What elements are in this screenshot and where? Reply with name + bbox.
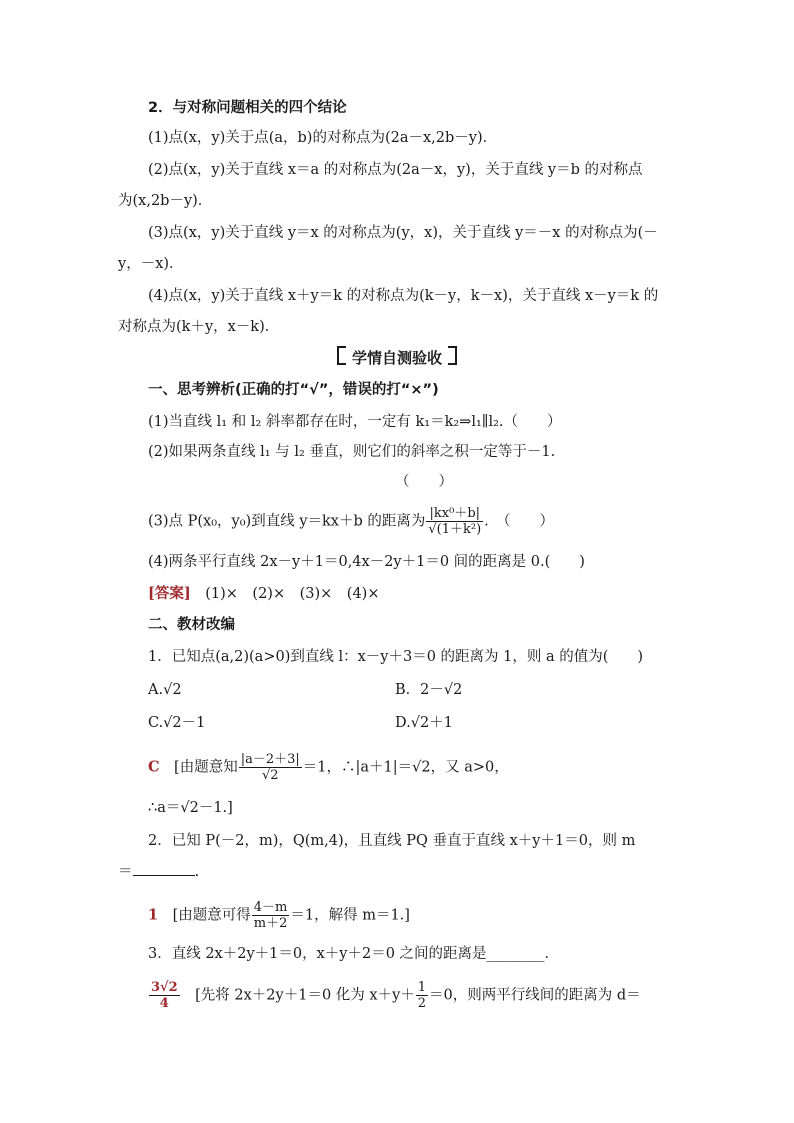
problem-2-blank-line: ＝ . bbox=[118, 864, 200, 880]
question-2: (2)如果两条直线 l₁ 与 l₂ 垂直，则它们的斜率之积一定等于－1. bbox=[148, 444, 556, 460]
problem-1-solution: C [由题意知 $\frac{|a-2+3|}{√2}$ ＝1，∴|a＋1|＝√2，又 a>0， bbox=[148, 752, 509, 783]
symmetry-item-2-line-1: (2)点(x，y)关于直线 x＝a 的对称点为(2a－x，y)，关于直线 y＝b 的对称点 bbox=[148, 162, 643, 178]
problem-2-stem: 2．已知 P(－2，m)，Q(m,4)，且直线 PQ 垂直于直线 x＋y＋1＝0，则 m bbox=[148, 833, 636, 849]
problem-3-answer: $\frac{3√2}{4}$ bbox=[151, 980, 178, 1011]
section-title: 学情自测验收 bbox=[0, 346, 794, 368]
problem-1-solution-line-2: ∴a＝√2－1.] bbox=[148, 800, 233, 816]
problem-3-solution: $\frac{3√2}{4}$ [先将 2x＋2y＋1＝0 化为 x＋y＋ $\frac{1}{2}$ ＝0，则两平行线间的距离为 d＝ bbox=[151, 980, 641, 1011]
problem-2-solution: 1 [由题意可得 $\frac{4-m}{m+2}$ ＝1，解得 m＝1.] bbox=[148, 900, 410, 931]
answer-line: [答案] (1)× (2)× (3)× (4)× bbox=[148, 585, 380, 602]
symmetry-item-4-line-2: 对称点为(k＋y，x－k)． bbox=[118, 319, 280, 335]
bracket-right-icon bbox=[448, 346, 457, 365]
solution-1-fraction: $\frac{|a-2+3|}{√2}$ bbox=[240, 752, 300, 783]
distance-fraction: $\frac{\text{|kx⁰＋b|}}{\text{√(1＋k²)}}$ bbox=[428, 506, 482, 537]
symmetry-item-3-line-2: y，－x)． bbox=[118, 256, 184, 272]
question-2-paren: （ ） bbox=[395, 474, 453, 490]
problem-1-answer: C bbox=[148, 758, 160, 776]
question-3: (3)点 P(x₀，y₀)到直线 y＝kx＋b 的距离为 $\frac{\text{|kx⁰＋b|}}{\text{√(1＋k²)}}$ . （ ） bbox=[148, 506, 555, 537]
question-4: (4)两条平行直线 2x－y＋1＝0,4x－2y＋1＝0 间的距离是 0.( ) bbox=[148, 554, 585, 570]
symmetry-item-4-line-1: (4)点(x，y)关于直线 x＋y＝k 的对称点为(k－y，k－x)，关于直线 x－y＝k 的 bbox=[148, 288, 659, 304]
problem-2-answer: 1 bbox=[148, 906, 159, 924]
part2-heading: 二、教材改编 bbox=[148, 617, 235, 633]
symmetry-item-3-line-1: (3)点(x，y)关于直线 y＝x 的对称点为(y，x)，关于直线 y＝－x 的对称点为(－ bbox=[148, 225, 658, 241]
problem-3-stem: 3．直线 2x＋2y＋1＝0，x＋y＋2＝0 之间的距离是________． bbox=[148, 946, 560, 962]
problem-1-option-d: D.√2＋1 bbox=[395, 715, 453, 731]
problem-1-stem: 1．已知点(a,2)(a>0)到直线 l：x－y＋3＝0 的距离为 1，则 a 的值为( ) bbox=[148, 649, 644, 665]
symmetry-heading: 2．与对称问题相关的四个结论 bbox=[148, 100, 347, 116]
symmetry-item-1: (1)点(x，y)关于点(a，b)的对称点为(2a－x,2b－y)． bbox=[148, 130, 498, 146]
problem-1-option-b: B．2－√2 bbox=[395, 682, 463, 698]
part1-heading: 一、思考辨析(正确的打“√”，错误的打“×”) bbox=[148, 382, 439, 398]
problem-1-option-a: A.√2 bbox=[148, 682, 182, 698]
symmetry-item-2-line-2: 为(x,2b－y)． bbox=[118, 193, 213, 209]
answer-blank bbox=[133, 874, 195, 876]
half-fraction: $\frac{1}{2}$ bbox=[417, 980, 427, 1011]
problem-1-option-c: C.√2－1 bbox=[148, 715, 206, 731]
bracket-left-icon bbox=[337, 346, 346, 365]
answer-label: [答案] bbox=[148, 585, 191, 602]
solution-2-fraction: $\frac{4-m}{m+2}$ bbox=[253, 900, 288, 931]
question-1: (1)当直线 l₁ 和 l₂ 斜率都存在时，一定有 k₁＝k₂⇒l₁∥l₂.（ ） bbox=[148, 414, 562, 430]
